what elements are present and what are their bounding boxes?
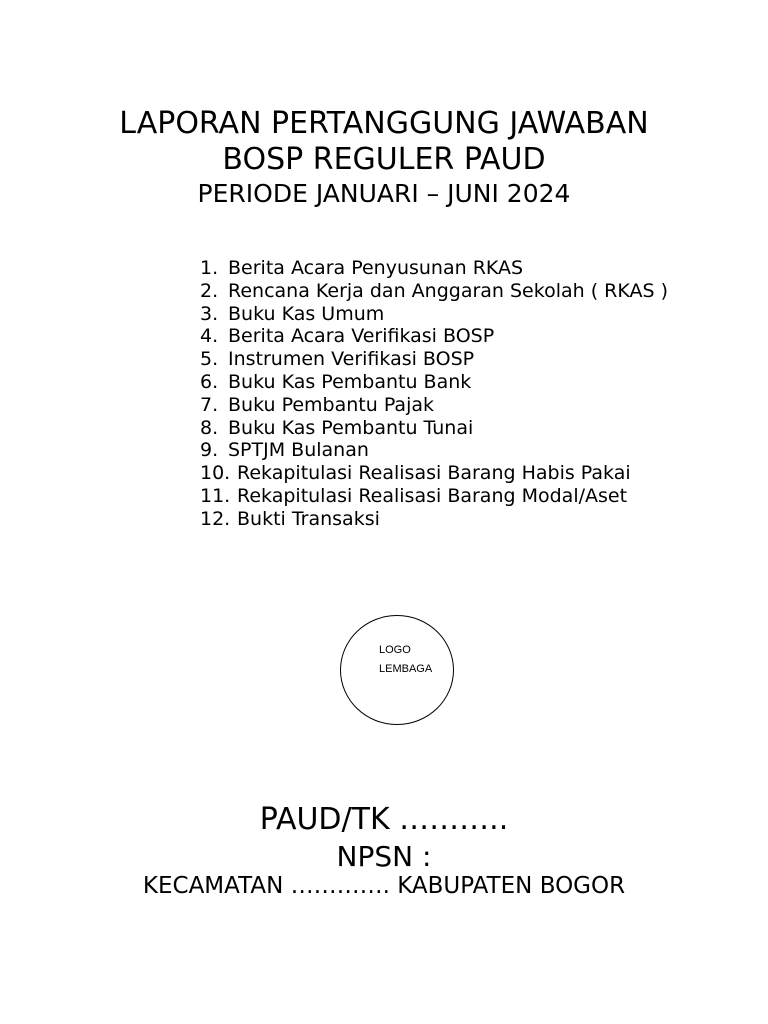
list-item: [200, 417, 668, 440]
list-item: [200, 439, 668, 462]
list-item-label: Bukti Transaksi: [237, 507, 380, 530]
list-item: [200, 257, 668, 280]
list-item-label: Buku Kas Pembantu Tunai: [228, 416, 474, 439]
list-item-number: 9.: [200, 439, 219, 462]
list-item-label: Rencana Kerja dan Anggaran Sekolah ( RKAS ): [228, 279, 668, 302]
list-item-number: 4.: [200, 325, 219, 348]
list-item-number: 2.: [200, 279, 219, 302]
list-item: [200, 485, 668, 508]
list-item-number: 8.: [200, 416, 219, 439]
list-item: [200, 280, 668, 303]
logo-placeholder: [340, 615, 454, 725]
region-line: KECAMATAN …………. KABUPATEN BOGOR: [142, 873, 626, 899]
list-item-label: Buku Pembantu Pajak: [228, 393, 435, 416]
list-item: [200, 348, 668, 371]
list-item: [200, 394, 668, 417]
list-item-number: 6.: [200, 370, 219, 393]
list-item: [200, 303, 668, 326]
list-item-number: 5.: [200, 348, 219, 371]
logo-label-line2: LEMBAGA: [379, 663, 433, 675]
list-item-label: Rekapitulasi Realisasi Barang Habis Pakai: [237, 462, 631, 485]
list-item: [200, 325, 668, 348]
list-item-label: Berita Acara Penyusunan RKAS: [228, 257, 524, 279]
list-item-number: 1.: [200, 257, 219, 279]
logo-label-line1: LOGO: [379, 644, 411, 656]
npsn-label: NPSN :: [336, 840, 432, 873]
list-item-number: 3.: [200, 302, 219, 325]
report-title: LAPORAN PERTANGGUNG JAWABAN: [119, 106, 649, 141]
list-item-number: 7.: [200, 393, 219, 416]
list-item-number: 12.: [200, 507, 231, 530]
list-item-label: Buku Kas Pembantu Bank: [228, 370, 472, 393]
list-item-number: 10.: [200, 462, 231, 485]
list-item-label: Buku Kas Umum: [228, 302, 385, 325]
report-period: PERIODE JANUARI – JUNI 2024: [197, 179, 571, 208]
list-item: [200, 508, 668, 531]
logo-placeholder-text: [379, 641, 432, 679]
list-item-label: SPTJM Bulanan: [228, 439, 369, 462]
report-subtitle: BOSP REGULER PAUD: [222, 142, 546, 177]
list-item-label: Rekapitulasi Realisasi Barang Modal/Aset: [237, 484, 628, 507]
list-item-label: Berita Acara Verifikasi BOSP: [228, 325, 495, 348]
list-item: [200, 462, 668, 485]
list-item-label: Instrumen Verifikasi BOSP: [228, 348, 475, 371]
school-name: PAUD/TK ………..: [259, 802, 509, 837]
document-list: [200, 257, 668, 531]
list-item-number: 11.: [200, 484, 231, 507]
list-item: [200, 371, 668, 394]
